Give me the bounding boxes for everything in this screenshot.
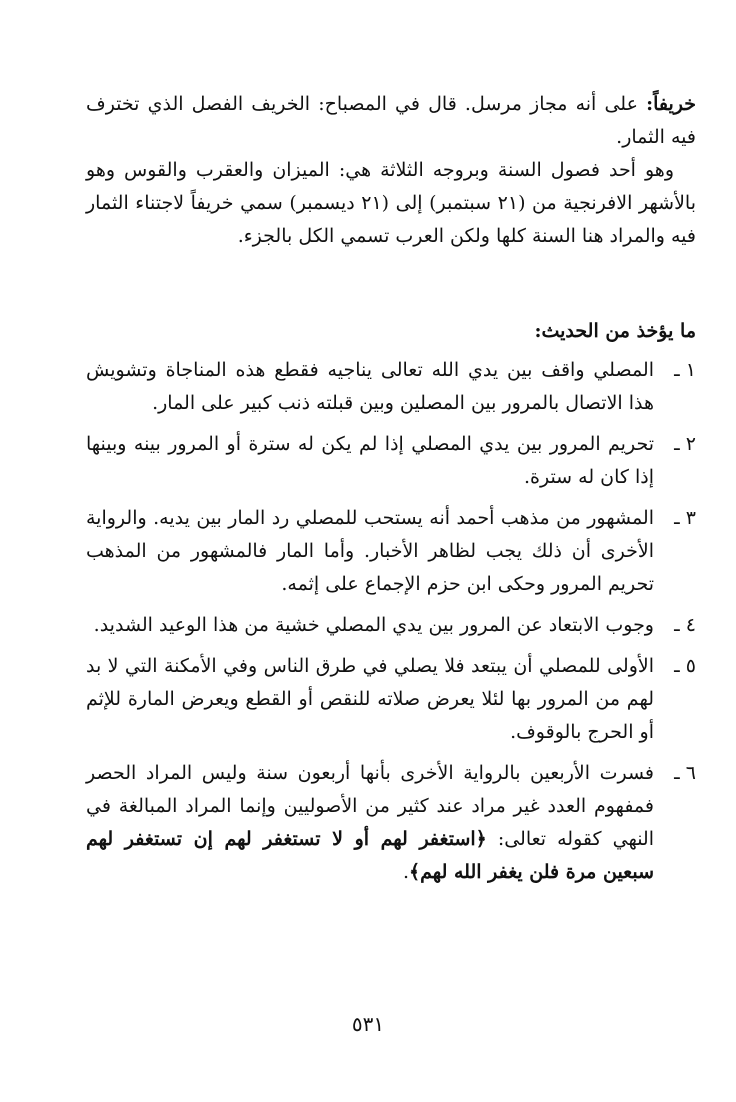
season-paragraph: وهو أحد فصول السنة وبروجه الثلاثة هي: الميزان والعقرب والقوس وهو بالأشهر الافرنجية من (٢١ سبتمبر) إلى (٢١ ديسمبر) سمي خريفاً لاجتناء الثمار فيه والمراد هنا السنة كلها ولكن العرب تسمي الكل بالجزء.	[86, 159, 696, 247]
item-number: ١ ـ	[674, 359, 696, 381]
item-text: المشهور من مذهب أحمد أنه يستحب للمصلي رد المار بين يديه. والرواية الأخرى أن ذلك يجب لظاهر الأخبار. وأما المار فالمشهور من المذهب تحريم المرور وحكى ابن حزم الإجماع على إثمه.	[86, 507, 654, 595]
list-item	[86, 650, 696, 749]
quran-quote: ﴿استغفر لهم أو لا تستغفر لهم إن تستغفر لهم سبعين مرة فلن يغفر الله لهم﴾	[86, 828, 654, 883]
list-item	[86, 428, 696, 494]
item-number: ٢ ـ	[674, 433, 696, 455]
item-text: تحريم المرور بين يدي المصلي إذا لم يكن له سترة أو المرور بينه وبينها إذا كان له سترة.	[86, 433, 654, 488]
list-item	[86, 609, 696, 642]
item-text: وجوب الابتعاد عن المرور بين يدي المصلي خشية من هذا الوعيد الشديد.	[93, 614, 654, 636]
item-number: ٦ ـ	[674, 762, 696, 784]
list-item	[86, 354, 696, 420]
item-text: الأولى للمصلي أن يبتعد فلا يصلي في طرق الناس وفي الأمكنة التي لا بد لهم من المرور بها لئلا يعرض صلاته للنقص أو القطع ويعرض المارة للإثم أو الحرج بالوقوف.	[86, 655, 654, 743]
item-number: ٤ ـ	[674, 614, 696, 636]
item-text: المصلي واقف بين يدي الله تعالى يناجيه فقطع هذه المناجاة وتشويش هذا الاتصال بالمرور بين المصلين وبين قبلته ذنب كبير على المار.	[86, 359, 654, 414]
item-text: فسرت الأربعين بالرواية الأخرى بأنها أربعون سنة وليس المراد الحصر فمفهوم العدد غير مراد عند كثير من الأصوليين وإنما المراد المبالغة في النهي كقوله تعالى:	[86, 762, 655, 850]
list-item	[86, 757, 696, 889]
item-number: ٣ ـ	[674, 507, 696, 529]
definition-paragraph	[86, 88, 696, 154]
section-heading: ما يؤخذ من الحديث:	[534, 320, 696, 342]
definition-text: على أنه مجاز مرسل. قال في المصباح: الخريف الفصل الذي تخترف فيه الثمار.	[86, 93, 696, 148]
page-number: ٥٣١	[351, 1012, 385, 1036]
item-number: ٥ ـ	[674, 655, 696, 677]
defined-term: خريفاً:	[646, 93, 696, 115]
item-end: .	[402, 861, 410, 883]
page-body	[86, 88, 696, 897]
list-item	[86, 502, 696, 601]
